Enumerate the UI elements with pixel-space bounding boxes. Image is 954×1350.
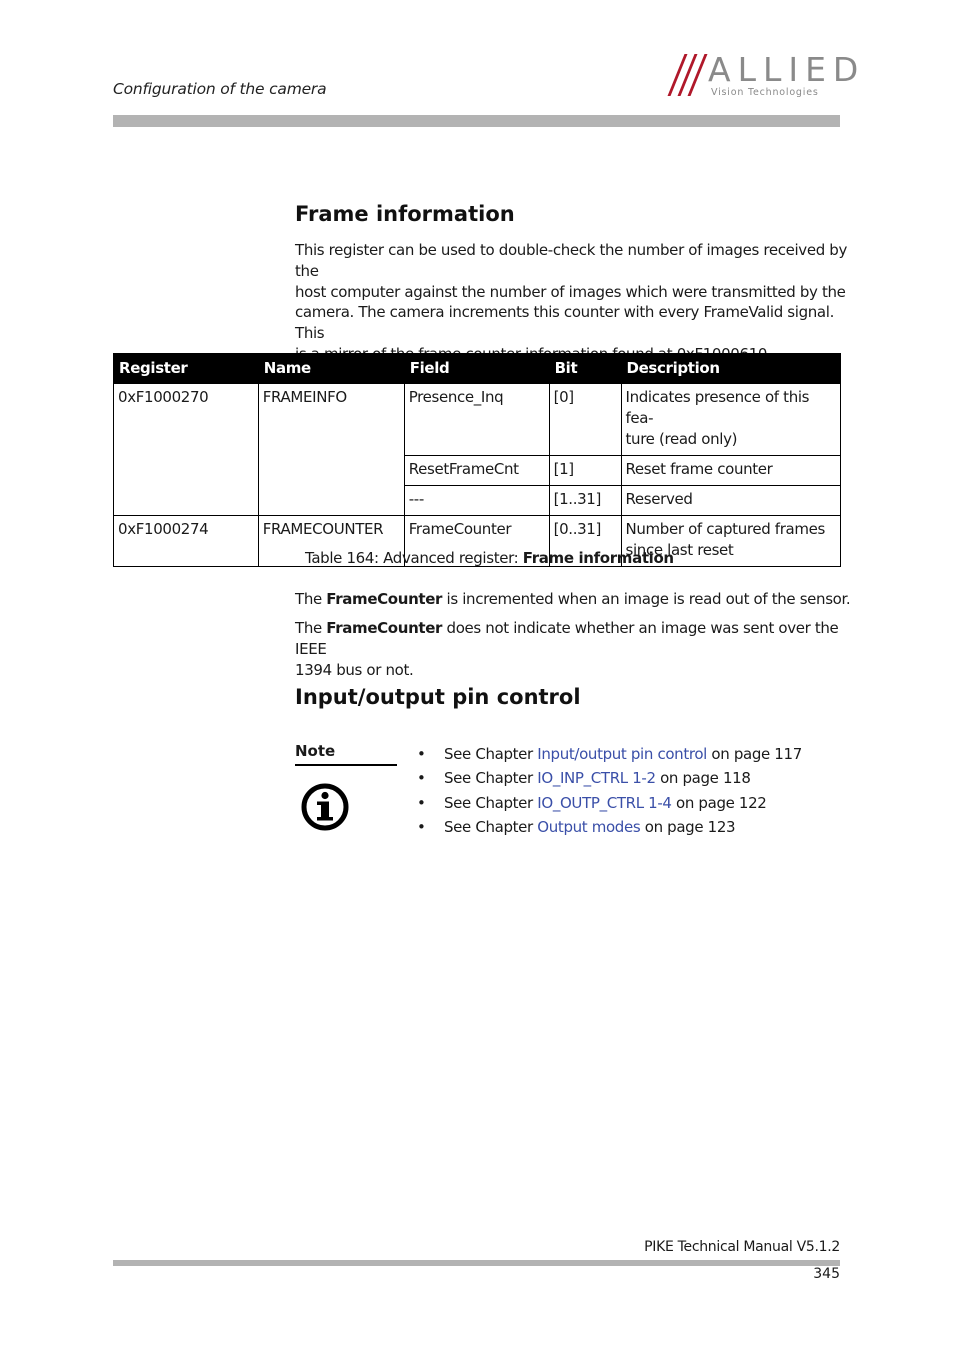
bullet: •: [417, 793, 426, 812]
header-rule: [113, 115, 840, 127]
running-header: Configuration of the camera: [113, 80, 327, 98]
section-heading-frame-information: Frame information: [295, 202, 515, 226]
cell-name: FRAMECOUNTER: [258, 516, 404, 567]
col-header-register: Register: [114, 353, 259, 384]
col-header-bit: Bit: [549, 353, 621, 384]
cell-description: Reserved: [621, 486, 841, 516]
list-item: [415, 744, 802, 768]
cell-field: Presence_Inq: [404, 384, 549, 456]
logo-text: ALLIED: [708, 50, 866, 89]
bullet: •: [417, 745, 426, 763]
cell-bit: [1..31]: [549, 486, 621, 516]
cell-register: 0xF1000270: [114, 384, 259, 516]
logo-slash-3: [688, 54, 708, 96]
note-reference-list: [415, 744, 802, 841]
cell-bit: [0..31]: [549, 516, 621, 567]
item-suffix: on page 118: [655, 769, 751, 788]
description-line: since last reset: [625, 541, 734, 559]
logo-slash-2: [678, 54, 698, 96]
frame-info-intro: [295, 240, 855, 365]
section-heading-io-pin-control: Input/output pin control: [295, 685, 581, 709]
table-caption: [305, 549, 674, 567]
list-item: [415, 793, 802, 817]
intro-line-3: camera. The camera increments this counter with every FrameValid signal. This: [295, 303, 834, 343]
register-table: [113, 353, 841, 567]
para-text: does not indicate whether an image was sent over the IEEE: [295, 619, 839, 658]
link-input-output-pin-control[interactable]: Input/output pin control: [537, 745, 707, 763]
cell-field: ---: [404, 486, 549, 516]
list-item: [415, 768, 802, 792]
bullet: •: [417, 817, 426, 836]
cell-bit: [1]: [549, 456, 621, 486]
info-icon: [300, 782, 350, 832]
framecounter-paragraph-2: [295, 618, 855, 680]
framecounter-paragraph-1: [295, 589, 855, 610]
cell-description: [621, 384, 841, 456]
note-label: Note: [295, 742, 397, 766]
item-prefix: See Chapter: [444, 817, 538, 836]
item-prefix: See Chapter: [444, 769, 538, 788]
bullet: •: [417, 769, 426, 788]
page-number: 345: [813, 1266, 840, 1282]
item-prefix: See Chapter: [444, 793, 538, 812]
table-header-row: [114, 353, 841, 384]
para-bold-term: FrameCounter: [326, 619, 443, 637]
allied-logo: [668, 50, 866, 102]
cell-field: FrameCounter: [404, 516, 549, 567]
cell-bit: [0]: [549, 384, 621, 456]
footer-manual-title: PIKE Technical Manual V5.1.2: [644, 1239, 840, 1255]
intro-line-1: This register can be used to double-check the number of images received by the: [295, 241, 847, 280]
col-header-field: Field: [404, 353, 549, 384]
caption-bold: Frame information: [522, 549, 674, 567]
cell-field: ResetFrameCnt: [404, 456, 549, 486]
link-output-modes[interactable]: Output modes: [537, 817, 641, 836]
logo-subtext: Vision Technologies: [711, 87, 819, 98]
col-header-name: Name: [258, 353, 404, 384]
para-text: The: [295, 590, 327, 608]
cell-description: Reset frame counter: [621, 456, 841, 486]
table-row: [114, 384, 841, 456]
intro-line-2: host computer against the number of images which were transmitted by the: [295, 282, 846, 301]
footer-rule: [113, 1260, 840, 1266]
link-io-inp-ctrl[interactable]: IO_INP_CTRL 1-2: [537, 769, 656, 788]
item-suffix: on page 122: [671, 793, 767, 812]
description-line: ture (read only): [625, 430, 738, 448]
para-text: 1394 bus or not.: [295, 660, 414, 679]
description-line: Indicates presence of this fea-: [625, 388, 810, 427]
item-suffix: on page 117: [707, 745, 802, 763]
item-prefix: See Chapter: [444, 745, 538, 763]
caption-prefix: Table 164: Advanced register:: [305, 549, 523, 567]
para-bold-term: FrameCounter: [326, 590, 443, 608]
cell-register: 0xF1000274: [114, 516, 259, 567]
logo-slash-1: [668, 54, 688, 96]
para-text: The: [295, 619, 327, 637]
description-line: Number of captured frames: [625, 520, 825, 538]
para-text: is incremented when an image is read out of the sensor.: [442, 590, 851, 608]
link-io-outp-ctrl[interactable]: IO_OUTP_CTRL 1-4: [537, 793, 672, 812]
item-suffix: on page 123: [640, 817, 736, 836]
cell-name: FRAMEINFO: [258, 384, 404, 516]
list-item: [415, 817, 802, 841]
col-header-description: Description: [621, 353, 841, 384]
